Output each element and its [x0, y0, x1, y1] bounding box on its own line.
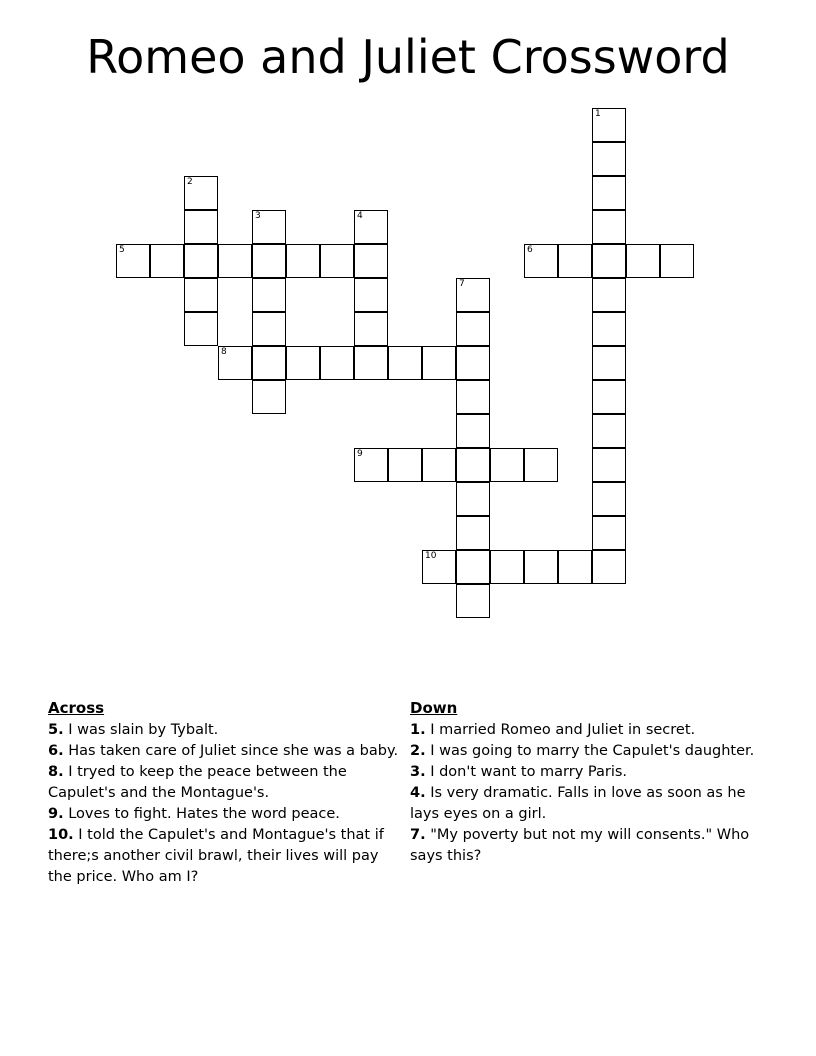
cell-number: 7: [459, 279, 465, 289]
clue-text: I married Romeo and Juliet in secret.: [425, 722, 696, 738]
grid-cell[interactable]: [422, 550, 456, 584]
clue-item: [410, 741, 755, 762]
grid-cell[interactable]: [320, 244, 354, 278]
down-clue-list: [410, 720, 755, 867]
grid-cell[interactable]: [286, 244, 320, 278]
grid-cell[interactable]: [218, 244, 252, 278]
clue-text: Is very dramatic. Falls in love as soon as he lays eyes on a girl.: [410, 785, 746, 822]
grid-cell[interactable]: [354, 278, 388, 312]
clue-text: I don't want to marry Paris.: [425, 764, 628, 780]
grid-cell[interactable]: [592, 176, 626, 210]
grid-cell[interactable]: [422, 346, 456, 380]
grid-cell[interactable]: [252, 312, 286, 346]
grid-cell[interactable]: [592, 516, 626, 550]
page-title: Romeo and Juliet Crossword: [86, 30, 730, 84]
clue-item: [48, 741, 403, 762]
grid-cell[interactable]: [592, 142, 626, 176]
clue-number: 4.: [410, 785, 426, 801]
grid-cell[interactable]: [354, 210, 388, 244]
across-clue-list: [48, 720, 403, 888]
crossword-grid[interactable]: [116, 108, 716, 638]
grid-cell[interactable]: [456, 346, 490, 380]
grid-cell[interactable]: [456, 278, 490, 312]
grid-cell[interactable]: [660, 244, 694, 278]
grid-cell[interactable]: [592, 414, 626, 448]
grid-cell[interactable]: [252, 380, 286, 414]
clue-item: [410, 762, 755, 783]
grid-cell[interactable]: [592, 210, 626, 244]
grid-cell[interactable]: [388, 448, 422, 482]
cell-number: 8: [221, 347, 227, 357]
clue-text: I was slain by Tybalt.: [63, 722, 219, 738]
grid-cell[interactable]: [456, 550, 490, 584]
cell-number: 9: [357, 449, 363, 459]
clue-item: [410, 825, 755, 867]
grid-cell[interactable]: [388, 346, 422, 380]
clue-number: 2.: [410, 743, 426, 759]
grid-cell[interactable]: [524, 244, 558, 278]
clue-item: [410, 783, 755, 825]
grid-cell[interactable]: [354, 312, 388, 346]
clue-text: Has taken care of Juliet since she was a baby.: [63, 743, 399, 759]
grid-cell[interactable]: [116, 244, 150, 278]
cell-number: 5: [119, 245, 125, 255]
across-column: [48, 698, 403, 888]
cell-number: 6: [527, 245, 533, 255]
grid-cell[interactable]: [490, 550, 524, 584]
clue-item: [48, 825, 403, 888]
grid-cell[interactable]: [626, 244, 660, 278]
grid-cell[interactable]: [456, 584, 490, 618]
clue-item: [410, 720, 755, 741]
grid-cell[interactable]: [252, 278, 286, 312]
grid-cell[interactable]: [456, 516, 490, 550]
clue-number: 7.: [410, 827, 426, 843]
grid-cell[interactable]: [592, 550, 626, 584]
clue-number: 6.: [48, 743, 64, 759]
clue-number: 3.: [410, 764, 426, 780]
clue-number: 5.: [48, 722, 64, 738]
clue-text: "My poverty but not my will consents." Who says this?: [410, 827, 750, 864]
grid-cell[interactable]: [592, 278, 626, 312]
grid-cell[interactable]: [592, 312, 626, 346]
grid-cell[interactable]: [558, 550, 592, 584]
grid-cell[interactable]: [218, 346, 252, 380]
grid-cell[interactable]: [354, 244, 388, 278]
grid-cell[interactable]: [456, 312, 490, 346]
grid-cell[interactable]: [286, 346, 320, 380]
grid-cell[interactable]: [524, 448, 558, 482]
grid-cell[interactable]: [354, 448, 388, 482]
grid-cell[interactable]: [184, 176, 218, 210]
grid-cell[interactable]: [592, 380, 626, 414]
grid-cell[interactable]: [592, 482, 626, 516]
grid-cell[interactable]: [592, 244, 626, 278]
clue-number: 10.: [48, 827, 74, 843]
grid-cell[interactable]: [320, 346, 354, 380]
grid-cell[interactable]: [354, 346, 388, 380]
grid-cell[interactable]: [558, 244, 592, 278]
grid-cell[interactable]: [252, 346, 286, 380]
grid-cell[interactable]: [184, 312, 218, 346]
clue-number: 1.: [410, 722, 426, 738]
cell-number: 3: [255, 211, 261, 221]
clue-number: 8.: [48, 764, 64, 780]
cell-number: 4: [357, 211, 363, 221]
grid-cell[interactable]: [252, 244, 286, 278]
clue-item: [48, 720, 403, 741]
grid-cell[interactable]: [456, 414, 490, 448]
down-column: [410, 698, 755, 867]
grid-cell[interactable]: [456, 380, 490, 414]
grid-cell[interactable]: [150, 244, 184, 278]
grid-cell[interactable]: [184, 278, 218, 312]
grid-cell[interactable]: [592, 346, 626, 380]
cell-number: 2: [187, 177, 193, 187]
grid-cell[interactable]: [184, 210, 218, 244]
clue-text: Loves to fight. Hates the word peace.: [63, 806, 340, 822]
clue-item: [48, 804, 403, 825]
grid-cell[interactable]: [422, 448, 456, 482]
clue-number: 9.: [48, 806, 64, 822]
clue-text: I was going to marry the Capulet's daughter.: [425, 743, 755, 759]
grid-cell[interactable]: [456, 448, 490, 482]
grid-cell[interactable]: [524, 550, 558, 584]
clue-text: I told the Capulet's and Montague's that if there;s another civil brawl, their lives will pay the price. Who am I?: [48, 827, 384, 885]
cell-number: 10: [425, 551, 437, 561]
grid-cell[interactable]: [490, 448, 524, 482]
grid-cell[interactable]: [184, 244, 218, 278]
across-heading: Across: [48, 699, 105, 717]
grid-cell[interactable]: [456, 482, 490, 516]
grid-cell[interactable]: [592, 108, 626, 142]
grid-cell[interactable]: [252, 210, 286, 244]
clue-text: I tryed to keep the peace between the Capulet's and the Montague's.: [48, 764, 347, 801]
cell-number: 1: [595, 109, 601, 119]
grid-cell[interactable]: [592, 448, 626, 482]
down-heading: Down: [410, 699, 458, 717]
clue-item: [48, 762, 403, 804]
